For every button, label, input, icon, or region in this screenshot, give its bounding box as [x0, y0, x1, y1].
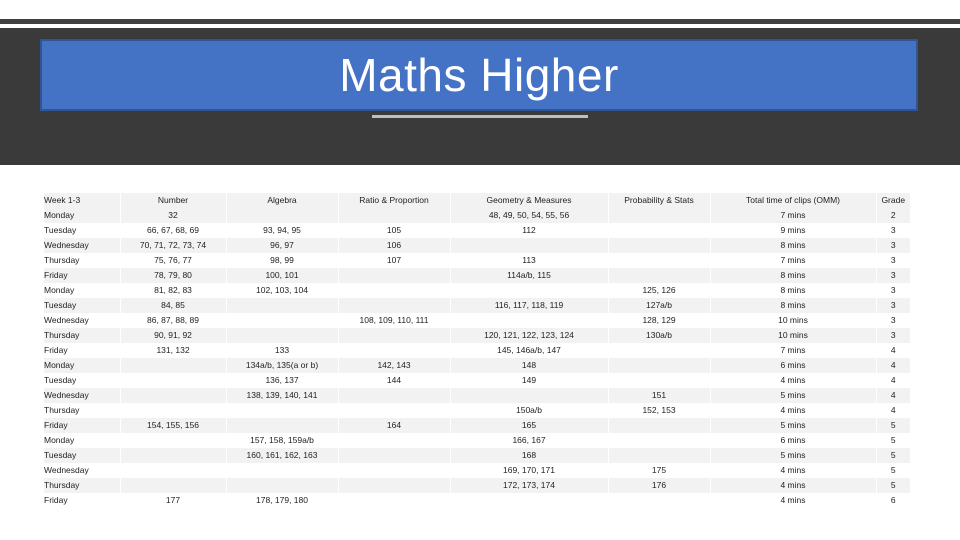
day-cell: Friday — [44, 343, 120, 358]
algebra-cell: 96, 97 — [226, 238, 338, 253]
geometry-cell — [450, 313, 608, 328]
number-cell — [120, 373, 226, 388]
number-cell: 81, 82, 83 — [120, 283, 226, 298]
probability-cell — [608, 373, 710, 388]
table-row — [44, 388, 910, 403]
time-cell: 4 mins — [710, 463, 876, 478]
number-cell — [120, 388, 226, 403]
probability-cell: 128, 129 — [608, 313, 710, 328]
number-cell — [120, 358, 226, 373]
ratio-cell: 164 — [338, 418, 450, 433]
table-row — [44, 238, 910, 253]
grade-cell: 3 — [876, 268, 910, 283]
grade-cell: 4 — [876, 388, 910, 403]
geometry-cell: 112 — [450, 223, 608, 238]
table-row — [44, 373, 910, 388]
day-cell: Thursday — [44, 328, 120, 343]
number-cell: 154, 155, 156 — [120, 418, 226, 433]
table-row — [44, 463, 910, 478]
number-cell — [120, 463, 226, 478]
algebra-cell: 138, 139, 140, 141 — [226, 388, 338, 403]
algebra-cell: 136, 137 — [226, 373, 338, 388]
ratio-cell — [338, 433, 450, 448]
day-cell: Tuesday — [44, 298, 120, 313]
algebra-cell: 100, 101 — [226, 268, 338, 283]
ratio-cell: 107 — [338, 253, 450, 268]
grade-cell: 5 — [876, 463, 910, 478]
probability-cell — [608, 493, 710, 508]
ratio-cell — [338, 283, 450, 298]
table-row — [44, 478, 910, 493]
title-underline — [372, 115, 588, 118]
ratio-cell — [338, 478, 450, 493]
probability-cell: 175 — [608, 463, 710, 478]
ratio-cell — [338, 343, 450, 358]
geometry-cell — [450, 283, 608, 298]
probability-cell: 176 — [608, 478, 710, 493]
ratio-cell — [338, 403, 450, 418]
grade-cell: 5 — [876, 448, 910, 463]
table-row — [44, 493, 910, 508]
day-cell: Wednesday — [44, 313, 120, 328]
probability-cell: 125, 126 — [608, 283, 710, 298]
ratio-cell: 142, 143 — [338, 358, 450, 373]
algebra-cell: 160, 161, 162, 163 — [226, 448, 338, 463]
ratio-cell: 106 — [338, 238, 450, 253]
day-cell: Monday — [44, 433, 120, 448]
ratio-cell — [338, 298, 450, 313]
algebra-cell: 178, 179, 180 — [226, 493, 338, 508]
geometry-cell: 150a/b — [450, 403, 608, 418]
day-cell: Thursday — [44, 403, 120, 418]
grade-cell: 4 — [876, 358, 910, 373]
geometry-cell: 113 — [450, 253, 608, 268]
table-row — [44, 343, 910, 358]
day-cell: Thursday — [44, 253, 120, 268]
day-cell: Monday — [44, 208, 120, 223]
title-box — [40, 39, 918, 111]
time-cell: 6 mins — [710, 358, 876, 373]
day-cell: Monday — [44, 283, 120, 298]
geometry-cell: 145, 146a/b, 147 — [450, 343, 608, 358]
table-row — [44, 403, 910, 418]
top-divider — [0, 19, 960, 24]
table-row — [44, 448, 910, 463]
algebra-header: Algebra — [226, 193, 338, 208]
geometry-cell: 120, 121, 122, 123, 124 — [450, 328, 608, 343]
total-time-header: Total time of clips (OMM) — [710, 193, 876, 208]
grade-cell: 3 — [876, 283, 910, 298]
probability-cell — [608, 268, 710, 283]
probability-cell — [608, 238, 710, 253]
algebra-cell — [226, 313, 338, 328]
number-cell: 131, 132 — [120, 343, 226, 358]
geometry-cell — [450, 388, 608, 403]
geometry-cell: 116, 117, 118, 119 — [450, 298, 608, 313]
day-cell: Friday — [44, 268, 120, 283]
table-row — [44, 268, 910, 283]
algebra-cell: 98, 99 — [226, 253, 338, 268]
probability-cell — [608, 253, 710, 268]
time-cell: 10 mins — [710, 328, 876, 343]
algebra-cell — [226, 208, 338, 223]
slide-title: Maths Higher — [339, 49, 619, 101]
grade-cell: 5 — [876, 418, 910, 433]
time-cell: 7 mins — [710, 343, 876, 358]
number-cell: 78, 79, 80 — [120, 268, 226, 283]
ratio-cell — [338, 463, 450, 478]
algebra-cell: 134a/b, 135(a or b) — [226, 358, 338, 373]
number-cell: 32 — [120, 208, 226, 223]
number-cell: 84, 85 — [120, 298, 226, 313]
table-row — [44, 298, 910, 313]
probability-cell — [608, 448, 710, 463]
table-row — [44, 328, 910, 343]
geometry-cell: 148 — [450, 358, 608, 373]
time-cell: 6 mins — [710, 433, 876, 448]
week-header: Week 1-3 — [44, 193, 120, 208]
time-cell: 7 mins — [710, 208, 876, 223]
geometry-cell: 169, 170, 171 — [450, 463, 608, 478]
time-cell: 4 mins — [710, 373, 876, 388]
table-row — [44, 313, 910, 328]
ratio-cell: 144 — [338, 373, 450, 388]
geometry-cell: 166, 167 — [450, 433, 608, 448]
table-row — [44, 418, 910, 433]
time-cell: 5 mins — [710, 388, 876, 403]
ratio-cell — [338, 448, 450, 463]
number-cell: 75, 76, 77 — [120, 253, 226, 268]
number-cell: 66, 67, 68, 69 — [120, 223, 226, 238]
ratio-cell: 108, 109, 110, 111 — [338, 313, 450, 328]
time-cell: 4 mins — [710, 478, 876, 493]
probability-cell — [608, 433, 710, 448]
probability-cell: 152, 153 — [608, 403, 710, 418]
time-cell: 5 mins — [710, 448, 876, 463]
ratio-cell — [338, 208, 450, 223]
probability-header: Probability & Stats — [608, 193, 710, 208]
algebra-cell — [226, 463, 338, 478]
time-cell: 8 mins — [710, 298, 876, 313]
ratio-cell — [338, 493, 450, 508]
grade-cell: 5 — [876, 478, 910, 493]
grade-cell: 3 — [876, 223, 910, 238]
ratio-header: Ratio & Proportion — [338, 193, 450, 208]
grade-cell: 3 — [876, 298, 910, 313]
algebra-cell — [226, 403, 338, 418]
geometry-cell: 165 — [450, 418, 608, 433]
number-cell: 177 — [120, 493, 226, 508]
table-row — [44, 253, 910, 268]
table-row — [44, 208, 910, 223]
probability-cell: 130a/b — [608, 328, 710, 343]
time-cell: 4 mins — [710, 403, 876, 418]
number-cell — [120, 478, 226, 493]
geometry-cell — [450, 238, 608, 253]
ratio-cell — [338, 328, 450, 343]
time-cell: 9 mins — [710, 223, 876, 238]
ratio-cell — [338, 388, 450, 403]
algebra-cell — [226, 418, 338, 433]
table-body — [44, 208, 910, 508]
geometry-header: Geometry & Measures — [450, 193, 608, 208]
grade-cell: 3 — [876, 253, 910, 268]
geometry-cell — [450, 493, 608, 508]
table-row — [44, 223, 910, 238]
day-cell: Wednesday — [44, 388, 120, 403]
probability-cell — [608, 208, 710, 223]
algebra-cell — [226, 478, 338, 493]
schedule-table — [44, 193, 910, 508]
number-cell: 86, 87, 88, 89 — [120, 313, 226, 328]
day-cell: Tuesday — [44, 448, 120, 463]
geometry-cell: 114a/b, 115 — [450, 268, 608, 283]
time-cell: 10 mins — [710, 313, 876, 328]
number-cell: 90, 91, 92 — [120, 328, 226, 343]
probability-cell — [608, 223, 710, 238]
table-row — [44, 433, 910, 448]
day-cell: Tuesday — [44, 223, 120, 238]
probability-cell: 151 — [608, 388, 710, 403]
geometry-cell: 48, 49, 50, 54, 55, 56 — [450, 208, 608, 223]
time-cell: 4 mins — [710, 493, 876, 508]
day-cell: Monday — [44, 358, 120, 373]
probability-cell — [608, 358, 710, 373]
day-cell: Wednesday — [44, 463, 120, 478]
ratio-cell — [338, 268, 450, 283]
geometry-cell: 172, 173, 174 — [450, 478, 608, 493]
number-cell — [120, 433, 226, 448]
time-cell: 5 mins — [710, 418, 876, 433]
grade-cell: 4 — [876, 343, 910, 358]
algebra-cell — [226, 328, 338, 343]
time-cell: 8 mins — [710, 238, 876, 253]
grade-cell: 2 — [876, 208, 910, 223]
grade-cell: 4 — [876, 373, 910, 388]
time-cell: 8 mins — [710, 283, 876, 298]
time-cell: 7 mins — [710, 253, 876, 268]
algebra-cell — [226, 298, 338, 313]
table-row — [44, 283, 910, 298]
grade-cell: 3 — [876, 328, 910, 343]
day-cell: Friday — [44, 418, 120, 433]
probability-cell — [608, 418, 710, 433]
grade-cell: 5 — [876, 433, 910, 448]
grade-cell: 3 — [876, 313, 910, 328]
table-row — [44, 358, 910, 373]
probability-cell: 127a/b — [608, 298, 710, 313]
grade-cell: 4 — [876, 403, 910, 418]
grade-cell: 6 — [876, 493, 910, 508]
day-cell: Thursday — [44, 478, 120, 493]
number-cell — [120, 403, 226, 418]
grade-header: Grade — [876, 193, 910, 208]
ratio-cell: 105 — [338, 223, 450, 238]
algebra-cell: 133 — [226, 343, 338, 358]
time-cell: 8 mins — [710, 268, 876, 283]
number-cell: 70, 71, 72, 73, 74 — [120, 238, 226, 253]
day-cell: Friday — [44, 493, 120, 508]
day-cell: Tuesday — [44, 373, 120, 388]
number-header: Number — [120, 193, 226, 208]
algebra-cell: 102, 103, 104 — [226, 283, 338, 298]
number-cell — [120, 448, 226, 463]
geometry-cell: 168 — [450, 448, 608, 463]
geometry-cell: 149 — [450, 373, 608, 388]
day-cell: Wednesday — [44, 238, 120, 253]
grade-cell: 3 — [876, 238, 910, 253]
header-row — [44, 193, 910, 208]
probability-cell — [608, 343, 710, 358]
algebra-cell: 93, 94, 95 — [226, 223, 338, 238]
algebra-cell: 157, 158, 159a/b — [226, 433, 338, 448]
